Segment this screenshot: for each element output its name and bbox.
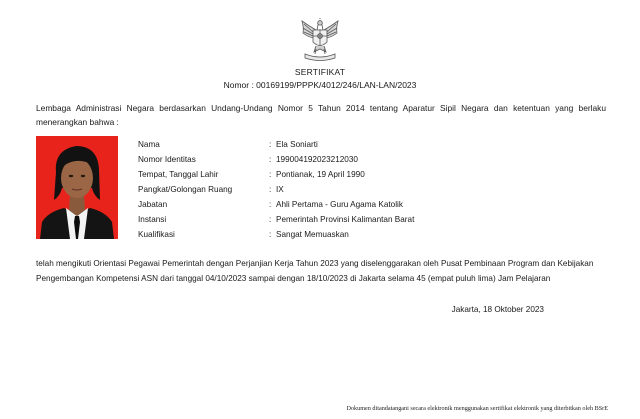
field-separator: :: [269, 230, 272, 239]
place-and-date: Jakarta, 18 Oktober 2023: [451, 305, 544, 314]
field-separator: :: [269, 170, 272, 179]
field-label: Nama: [138, 140, 160, 149]
field-value: Pemerintah Provinsi Kalimantan Barat: [276, 215, 415, 224]
field-label: Nomor Identitas: [138, 155, 196, 164]
electronic-signature-note: Dokumen ditandatangani secara elektronik menggunakan sertifikat elektronik yang diterbitkan oleh BSrE: [346, 405, 608, 412]
field-value: IX: [276, 185, 284, 194]
intro-paragraph: Lembaga Administrasi Negara berdasarkan Undang-Undang Nomor 5 Tahun 2014 tentang Aparatur Sipil Negara dan ketentuan yang berlaku menerangkan bahwa :: [36, 103, 606, 127]
field-label: Instansi: [138, 215, 167, 224]
completion-statement: telah mengikuti Orientasi Pegawai Pemerintah dengan Perjanjian Kerja Tahun 2023 yang diselenggarakan oleh Pusat Pembinaan Program dan Kebijakan Pengembangan Kompetensi ASN dari tanggal 04/10/2023 sampai dengan 18/10/2023 di Jakarta selama 45 (empat puluh lima) Jam Pelajaran: [36, 259, 594, 283]
field-value: Ahli Pertama - Guru Agama Katolik: [276, 200, 403, 209]
field-value: Sangat Memuaskan: [276, 230, 349, 239]
field-label: Kualifikasi: [138, 230, 175, 239]
garuda-emblem-icon: [299, 18, 341, 62]
field-label: Pangkat/Golongan Ruang: [138, 185, 233, 194]
field-value: Ela Soniarti: [276, 140, 318, 149]
certificate-title: SERTIFIKAT: [294, 67, 346, 77]
field-separator: :: [269, 155, 272, 164]
field-separator: :: [269, 215, 272, 224]
person-portrait-icon: [36, 136, 118, 239]
field-value: Pontianak, 19 April 1990: [276, 170, 365, 179]
field-separator: :: [269, 140, 272, 149]
field-label: Tempat, Tanggal Lahir: [138, 170, 219, 179]
field-label: Jabatan: [138, 200, 168, 209]
field-separator: :: [269, 200, 272, 209]
participant-photo: [36, 136, 118, 239]
field-value: 199004192023212030: [276, 155, 358, 164]
field-separator: :: [269, 185, 272, 194]
certificate-number: Nomor : 00169199/PPPK/4012/246/LAN-LAN/2023: [223, 80, 417, 90]
